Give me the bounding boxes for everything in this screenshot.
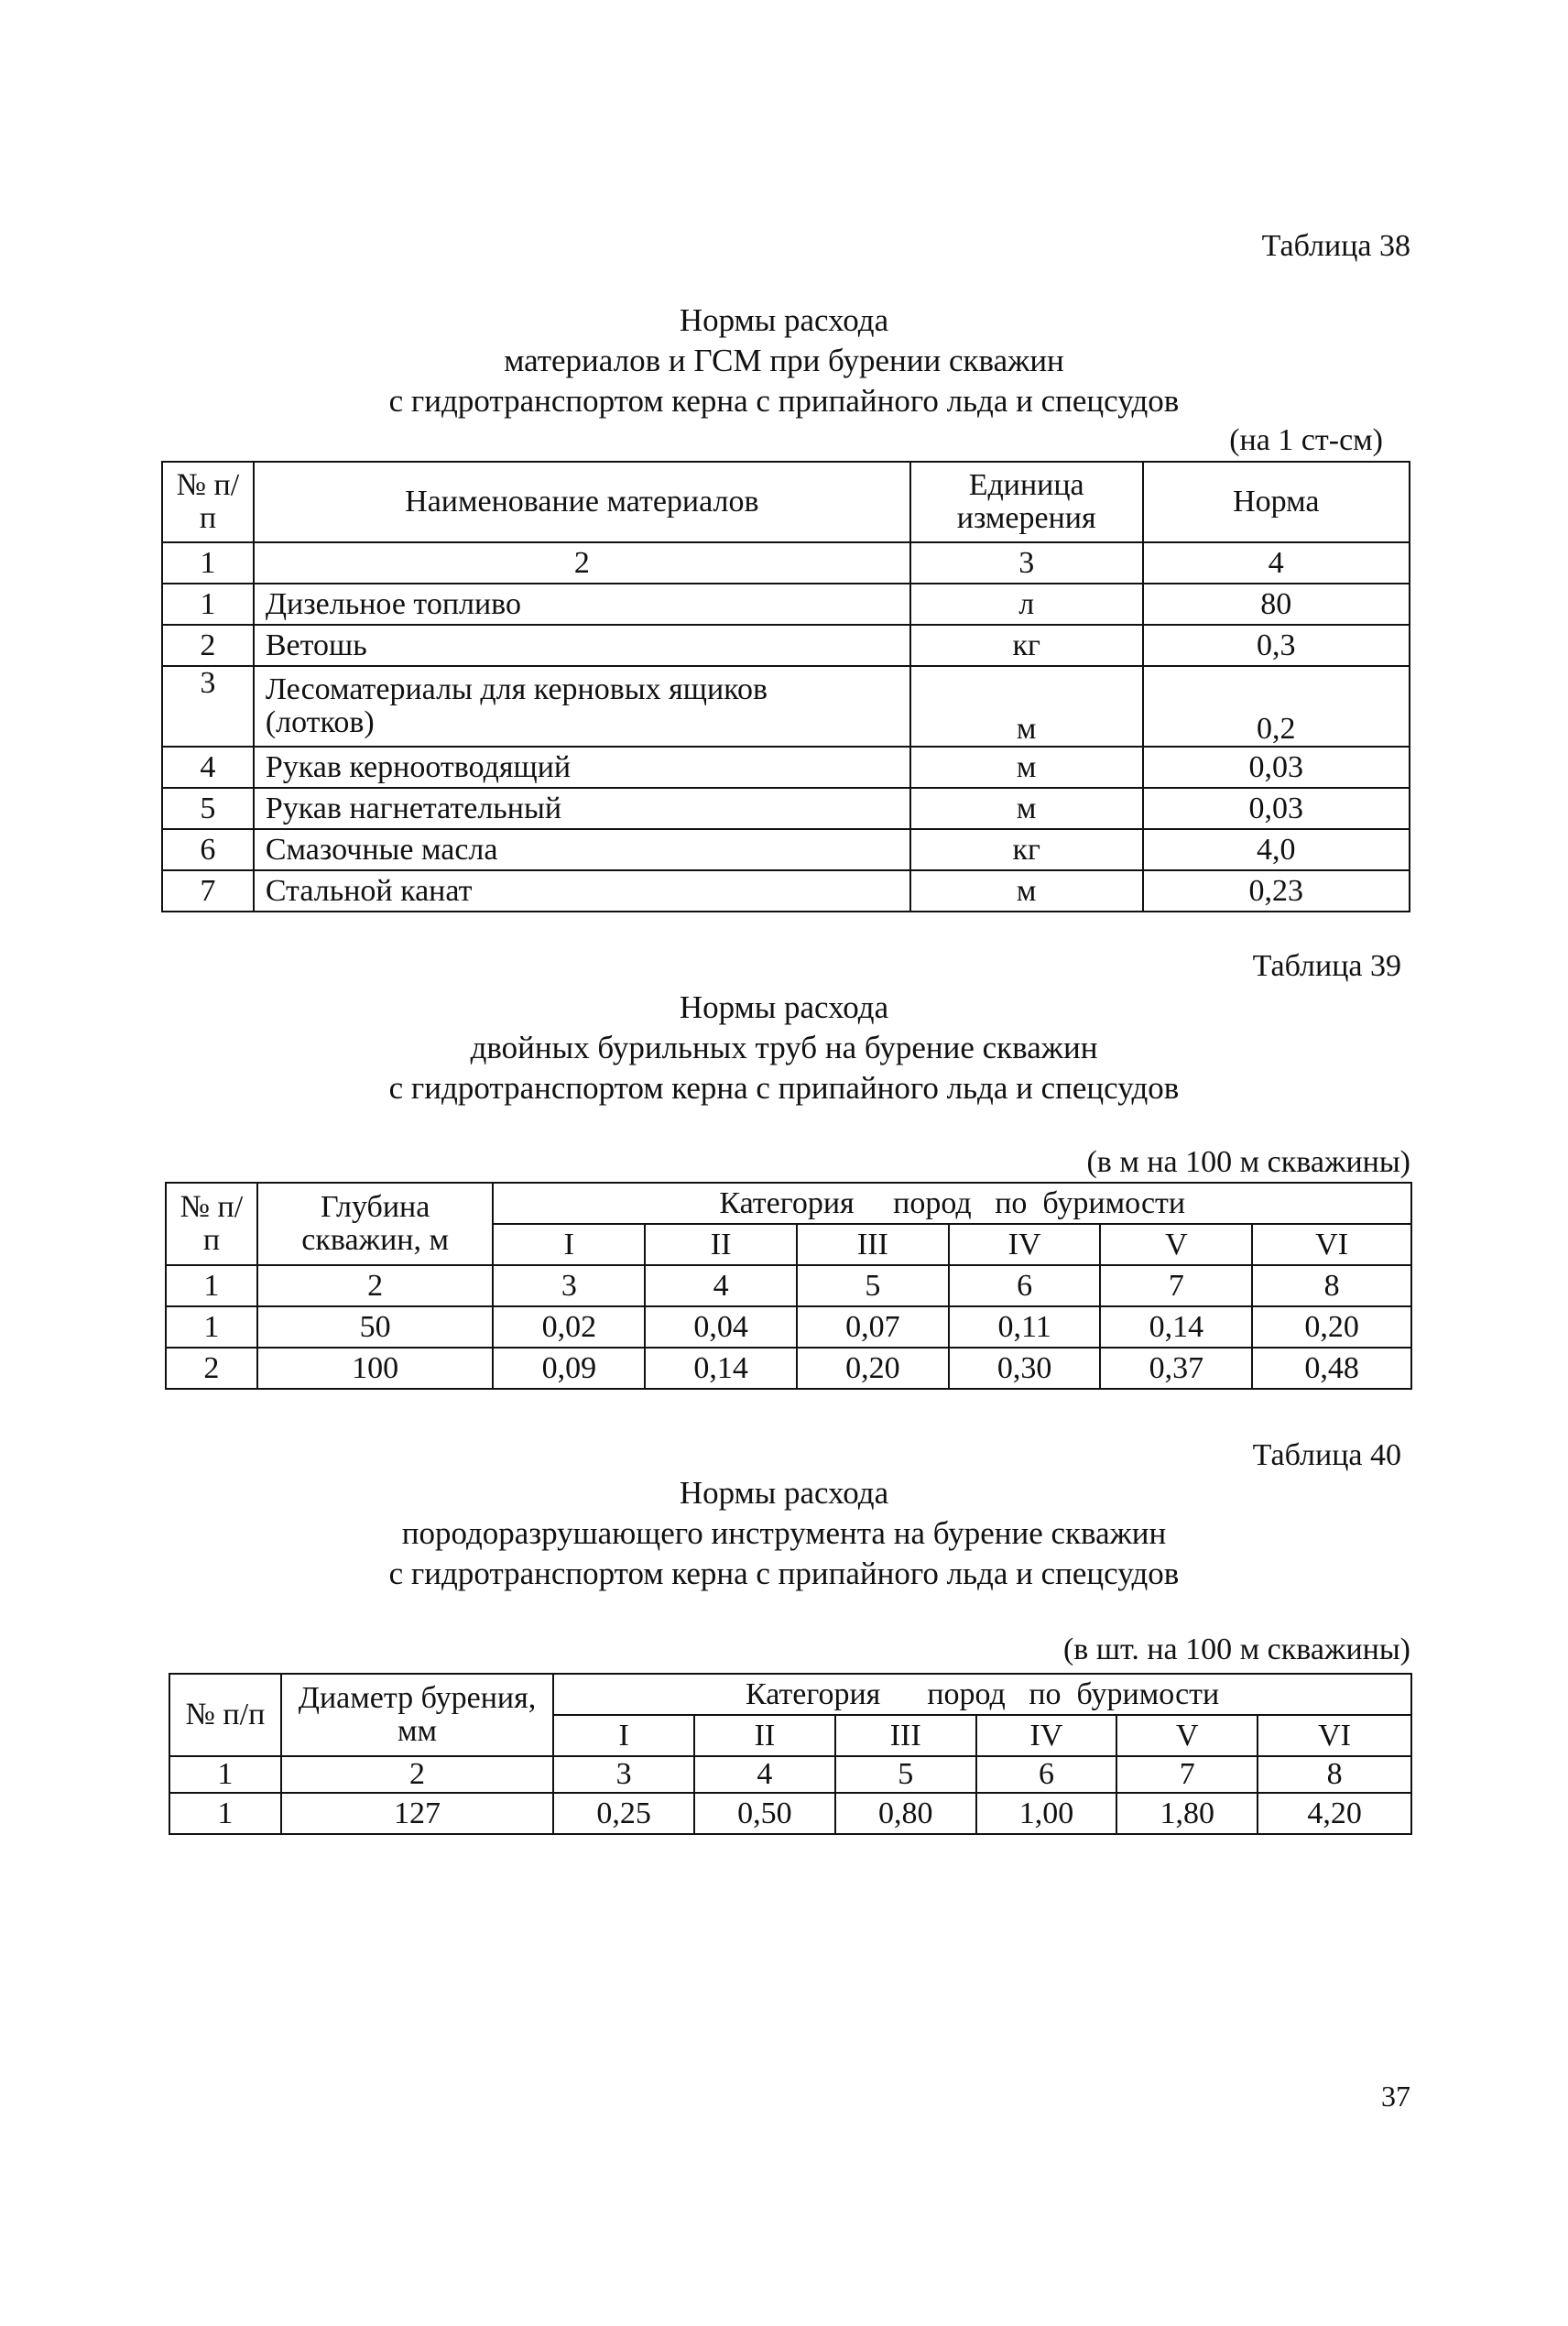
header-category: Категория пород по буримости <box>493 1183 1411 1224</box>
table-cell: IV <box>976 1715 1117 1756</box>
table-cell: 7 <box>162 870 254 912</box>
table-header-row <box>162 462 1410 542</box>
header-category: Категория пород по буримости <box>553 1674 1411 1715</box>
table-cell: 5 <box>797 1265 949 1306</box>
table-cell: 0,2 <box>1143 666 1410 747</box>
table-cell: Ветошь <box>254 625 910 666</box>
table-row <box>162 666 1410 747</box>
table-40 <box>169 1673 1412 1835</box>
table-38-unit: (на 1 ст-см) <box>1229 423 1383 457</box>
title-line: с гидротранспортом керна с припайного льда и спецсудов <box>388 1556 1180 1591</box>
table-cell: 1 <box>166 1306 257 1348</box>
table-cell: 4,20 <box>1258 1793 1411 1834</box>
table-cell: 0,25 <box>553 1793 694 1834</box>
table-cell: 0,20 <box>1252 1306 1411 1348</box>
table-cell: 3 <box>493 1265 645 1306</box>
table-cell: Стальной канат <box>254 870 910 912</box>
table-cell: 0,14 <box>645 1348 797 1389</box>
header-num: № п/п <box>166 1183 257 1265</box>
table-cell: кг <box>910 625 1143 666</box>
table-cell: 0,04 <box>645 1306 797 1348</box>
title-line: материалов и ГСМ при бурении скважин <box>504 343 1064 378</box>
table-39-label: Таблица 39 <box>1252 949 1401 983</box>
table-cell: 2 <box>257 1265 494 1306</box>
table-cell: 100 <box>257 1348 494 1389</box>
table-cell: 7 <box>1116 1756 1258 1793</box>
table-cell: 3 <box>162 666 254 747</box>
table-cell: Смазочные масла <box>254 829 910 870</box>
table-cell: Рукав нагнетательный <box>254 788 910 829</box>
table-cell: 0,20 <box>797 1348 949 1389</box>
table-40-title <box>0 1473 1568 1594</box>
table-row <box>166 1348 1411 1389</box>
table-cell: кг <box>910 829 1143 870</box>
table-cell: I <box>493 1224 645 1265</box>
table-cell: 5 <box>835 1756 976 1793</box>
table-cell: м <box>910 870 1143 912</box>
table-cell: 1,00 <box>976 1793 1117 1834</box>
table-row <box>162 870 1410 912</box>
table-cell: 0,3 <box>1143 625 1410 666</box>
table-cell: 0,30 <box>949 1348 1101 1389</box>
title-line: двойных бурильных труб на бурение скважин <box>470 1030 1098 1065</box>
column-number-row <box>162 542 1410 584</box>
table-40-unit: (в шт. на 100 м скважины) <box>1062 1633 1410 1666</box>
page-number: 37 <box>1381 2080 1410 2113</box>
table-cell: 2 <box>166 1348 257 1389</box>
table-cell: III <box>835 1715 976 1756</box>
table-39-unit: (в м на 100 м скважины) <box>1086 1145 1410 1179</box>
table-row <box>166 1306 1411 1348</box>
table-cell: 0,50 <box>694 1793 835 1834</box>
table-cell: 0,80 <box>835 1793 976 1834</box>
table-cell: II <box>645 1224 797 1265</box>
table-cell: 4 <box>694 1756 835 1793</box>
header-diameter: Диаметр бурения, мм <box>281 1674 554 1756</box>
table-cell: 1 <box>162 584 254 625</box>
title-line: Нормы расхода <box>679 302 889 338</box>
table-38-label: Таблица 38 <box>1261 229 1410 263</box>
table-header-row <box>169 1674 1411 1715</box>
header-name: Наименование материалов <box>254 462 910 542</box>
table-cell: 8 <box>1252 1265 1411 1306</box>
table-cell: 1 <box>162 542 254 584</box>
column-number-row <box>169 1756 1411 1793</box>
header-num: № п/п <box>169 1674 281 1756</box>
table-cell: 6 <box>162 829 254 870</box>
table-cell: 3 <box>910 542 1143 584</box>
table-cell: 4 <box>162 747 254 788</box>
table-cell: 3 <box>553 1756 694 1793</box>
column-number-row <box>166 1265 1411 1306</box>
table-40-label: Таблица 40 <box>1252 1438 1401 1472</box>
table-cell: 5 <box>162 788 254 829</box>
table-cell: III <box>797 1224 949 1265</box>
table-row <box>162 584 1410 625</box>
table-cell: I <box>553 1715 694 1756</box>
table-cell: 4 <box>1143 542 1410 584</box>
table-row <box>162 747 1410 788</box>
table-cell: 0,37 <box>1100 1348 1252 1389</box>
table-cell: 0,03 <box>1143 788 1410 829</box>
table-cell: VI <box>1258 1715 1411 1756</box>
table-cell: 1 <box>169 1793 281 1834</box>
table-cell: 50 <box>257 1306 494 1348</box>
table-38-title <box>0 300 1568 421</box>
table-header-row <box>166 1183 1411 1224</box>
table-39-title <box>0 988 1568 1108</box>
table-cell: V <box>1116 1715 1258 1756</box>
table-cell: 6 <box>949 1265 1101 1306</box>
table-cell: 0,07 <box>797 1306 949 1348</box>
table-row <box>162 625 1410 666</box>
table-cell: 0,02 <box>493 1306 645 1348</box>
table-cell: л <box>910 584 1143 625</box>
table-cell: Лесоматериалы для керновых ящиков (лотков) <box>254 666 910 747</box>
title-line: Нормы расхода <box>679 1475 889 1511</box>
title-line: породоразрушающего инструмента на бурение скважин <box>401 1515 1167 1551</box>
table-cell: 4 <box>645 1265 797 1306</box>
table-cell: II <box>694 1715 835 1756</box>
table-39 <box>165 1182 1412 1390</box>
table-cell: Дизельное топливо <box>254 584 910 625</box>
table-row <box>169 1793 1411 1834</box>
table-cell: 0,03 <box>1143 747 1410 788</box>
table-row <box>162 829 1410 870</box>
title-line: с гидротранспортом керна с припайного льда и спецсудов <box>388 1070 1180 1106</box>
table-cell: 4,0 <box>1143 829 1410 870</box>
table-cell: 2 <box>281 1756 554 1793</box>
table-cell: 0,23 <box>1143 870 1410 912</box>
header-unit: Единица измерения <box>910 462 1143 542</box>
header-norm: Норма <box>1143 462 1410 542</box>
title-line: Нормы расхода <box>679 989 889 1025</box>
header-num: № п/п <box>162 462 254 542</box>
table-cell: 2 <box>162 625 254 666</box>
table-cell: 0,11 <box>949 1306 1101 1348</box>
table-cell: 127 <box>281 1793 554 1834</box>
table-cell: 1 <box>166 1265 257 1306</box>
header-depth: Глубина скважин, м <box>257 1183 494 1265</box>
table-cell: 8 <box>1258 1756 1411 1793</box>
table-cell: 1,80 <box>1116 1793 1258 1834</box>
table-cell: м <box>910 747 1143 788</box>
table-cell: м <box>910 788 1143 829</box>
table-cell: Рукав керноотводящий <box>254 747 910 788</box>
table-cell: IV <box>949 1224 1101 1265</box>
table-cell: 0,48 <box>1252 1348 1411 1389</box>
table-38 <box>161 461 1410 912</box>
table-cell: 7 <box>1100 1265 1252 1306</box>
table-row <box>162 788 1410 829</box>
table-cell: 6 <box>976 1756 1117 1793</box>
table-cell: 80 <box>1143 584 1410 625</box>
table-cell: V <box>1100 1224 1252 1265</box>
table-cell: 0,14 <box>1100 1306 1252 1348</box>
table-cell: 2 <box>254 542 910 584</box>
table-cell: м <box>910 666 1143 747</box>
title-line: с гидротранспортом керна с припайного льда и спецсудов <box>388 383 1180 419</box>
table-cell: 0,09 <box>493 1348 645 1389</box>
table-cell: 1 <box>169 1756 281 1793</box>
table-cell: VI <box>1252 1224 1411 1265</box>
